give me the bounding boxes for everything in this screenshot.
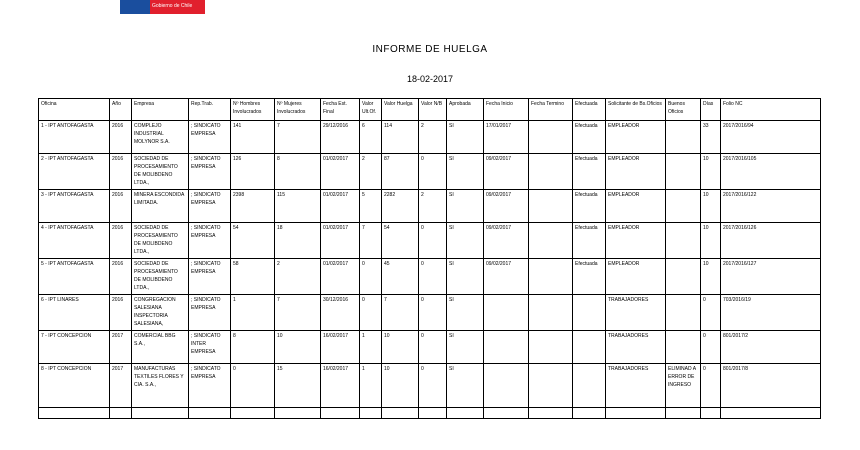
column-header: Folio NC — [721, 99, 821, 121]
table-cell: 6 - IPT LINARES — [39, 295, 110, 331]
table-cell: 0 — [701, 364, 721, 408]
table-cell: 2017/2016/122 — [721, 190, 821, 223]
table-cell-empty — [231, 408, 275, 419]
table-cell: 5 — [360, 190, 382, 223]
table-cell — [666, 190, 701, 223]
table-cell: 10 — [382, 331, 419, 364]
table-cell — [529, 295, 573, 331]
table-cell: 09/02/2017 — [484, 154, 529, 190]
column-header: Efectuada — [573, 99, 606, 121]
strike-report-table — [38, 98, 821, 419]
table-row — [39, 259, 821, 295]
table-cell: ; SINDICATO EMPRESA — [189, 154, 231, 190]
table-cell — [484, 331, 529, 364]
table-cell-empty — [321, 408, 360, 419]
column-header: Días — [701, 99, 721, 121]
column-header: Solicitante de Bs.Oficios — [606, 99, 666, 121]
table-cell — [666, 295, 701, 331]
table-cell: 2 — [419, 190, 447, 223]
table-cell — [573, 364, 606, 408]
table-header-row — [39, 99, 821, 121]
report-date: 18-02-2017 — [406, 74, 454, 84]
table-cell: 54 — [382, 223, 419, 259]
table-row — [39, 190, 821, 223]
table-cell: 30/12/2016 — [321, 295, 360, 331]
table-cell: SI — [447, 259, 484, 295]
table-cell: COMERCIAL BBG S.A., — [132, 331, 189, 364]
table-cell: 2 — [419, 121, 447, 154]
table-cell: 6 — [360, 121, 382, 154]
table-cell: 1 — [231, 295, 275, 331]
table-cell: TRABAJADORES — [606, 364, 666, 408]
table-cell: 2017/2016/105 — [721, 154, 821, 190]
table-cell: 7 — [382, 295, 419, 331]
table-cell: 1 - IPT ANTOFAGASTA — [39, 121, 110, 154]
table-cell: 2016 — [110, 295, 132, 331]
table-cell: TRABAJADORES — [606, 331, 666, 364]
table-cell: SI — [447, 121, 484, 154]
column-header: Fecha Inicio — [484, 99, 529, 121]
column-header: Fecha Termino — [529, 99, 573, 121]
column-header: Valor Huelga — [382, 99, 419, 121]
table-cell — [666, 259, 701, 295]
table-cell: EMPLEADOR — [606, 190, 666, 223]
table-cell: ; SINDICATO EMPRESA — [189, 121, 231, 154]
table-cell: SI — [447, 364, 484, 408]
table-cell — [529, 364, 573, 408]
table-cell: Efectuada — [573, 259, 606, 295]
table-cell: COMPLEJO INDUSTRIAL MOLYNOR S.A. — [132, 121, 189, 154]
table-cell: 01/02/2017 — [321, 190, 360, 223]
table-cell: ; SINDICATO EMPRESA — [189, 190, 231, 223]
table-cell: 10 — [701, 154, 721, 190]
table-cell: 115 — [275, 190, 321, 223]
table-cell: 16/02/2017 — [321, 331, 360, 364]
table-cell: Efectuada — [573, 121, 606, 154]
table-cell: 141 — [231, 121, 275, 154]
table-cell: EMPLEADOR — [606, 259, 666, 295]
table-cell: 0 — [419, 259, 447, 295]
table-cell: 01/02/2017 — [321, 223, 360, 259]
table-cell: SI — [447, 295, 484, 331]
table-cell-empty — [275, 408, 321, 419]
table-cell: 09/02/2017 — [484, 223, 529, 259]
table-cell: 17/01/2017 — [484, 121, 529, 154]
table-cell-empty — [529, 408, 573, 419]
table-cell: 0 — [231, 364, 275, 408]
table-cell: EMPLEADOR — [606, 223, 666, 259]
table-cell: MINERA ESCONDIDA LIMITADA. — [132, 190, 189, 223]
table-cell: 18 — [275, 223, 321, 259]
table-cell: 1 — [360, 364, 382, 408]
table-row — [39, 295, 821, 331]
table-cell: SOCIEDAD DE PROCESAMIENTO DE MOLIBDENO LTDA., — [132, 154, 189, 190]
table-cell — [573, 295, 606, 331]
table-cell-empty — [666, 408, 701, 419]
table-cell-empty — [419, 408, 447, 419]
table-cell: 0 — [419, 364, 447, 408]
table-cell: 33 — [701, 121, 721, 154]
table-cell: 2 — [360, 154, 382, 190]
table-cell: 3 - IPT ANTOFAGASTA — [39, 190, 110, 223]
table-cell-empty — [721, 408, 821, 419]
table-row-partial — [39, 408, 821, 419]
table-cell: 01/02/2017 — [321, 259, 360, 295]
table-cell: 09/02/2017 — [484, 190, 529, 223]
column-header: Nº Hombres Involucrados — [231, 99, 275, 121]
table-cell: SOCIEDAD DE PROCESAMIENTO DE MOLIBDENO LTDA., — [132, 223, 189, 259]
column-header: Nº Mujeres Involucrados — [275, 99, 321, 121]
table-cell: 2282 — [382, 190, 419, 223]
table-cell: MANUFACTURAS TEXTILES FLORES Y CIA. S.A., — [132, 364, 189, 408]
table-cell: 54 — [231, 223, 275, 259]
table-cell — [529, 223, 573, 259]
table-cell: 5 - IPT ANTOFAGASTA — [39, 259, 110, 295]
table-cell: SI — [447, 223, 484, 259]
table-cell: SI — [447, 154, 484, 190]
table-cell: 2 - IPT ANTOFAGASTA — [39, 154, 110, 190]
table-cell: Efectuada — [573, 190, 606, 223]
table-row — [39, 364, 821, 408]
table-cell: 87 — [382, 154, 419, 190]
table-cell: 2016 — [110, 121, 132, 154]
table-cell — [666, 223, 701, 259]
table-cell: 01/02/2017 — [321, 154, 360, 190]
table-cell: 0 — [701, 331, 721, 364]
table-cell-empty — [189, 408, 231, 419]
table-cell: 7 - IPT CONCEPCION — [39, 331, 110, 364]
table-cell: 09/02/2017 — [484, 259, 529, 295]
table-cell: 10 — [701, 259, 721, 295]
table-cell: 10 — [701, 190, 721, 223]
table-cell: 0 — [701, 295, 721, 331]
table-cell: 45 — [382, 259, 419, 295]
table-cell: 2017 — [110, 364, 132, 408]
table-cell: 0 — [360, 295, 382, 331]
table-cell: ; SINDICATO EMPRESA — [189, 259, 231, 295]
table-cell: 2017/2016/127 — [721, 259, 821, 295]
report-title: INFORME DE HUELGA — [372, 44, 488, 55]
column-header: Oficina — [39, 99, 110, 121]
table-cell — [529, 331, 573, 364]
table-cell: 2016 — [110, 259, 132, 295]
table-cell: 7 — [360, 223, 382, 259]
table-cell-empty — [132, 408, 189, 419]
table-cell: 1 — [360, 331, 382, 364]
table-cell — [484, 364, 529, 408]
table-cell — [529, 121, 573, 154]
table-cell: 58 — [231, 259, 275, 295]
table-cell: 16/02/2017 — [321, 364, 360, 408]
table-cell: 2017/2016/94 — [721, 121, 821, 154]
table-cell — [666, 331, 701, 364]
table-cell: 2017 — [110, 331, 132, 364]
table-cell: 7 — [275, 121, 321, 154]
table-cell: EMPLEADOR — [606, 154, 666, 190]
table-cell: EMPLEADOR — [606, 121, 666, 154]
table-cell — [666, 121, 701, 154]
table-cell: 8 - IPT CONCEPCION — [39, 364, 110, 408]
table-cell: TRABAJADORES — [606, 295, 666, 331]
gobierno-logo — [120, 0, 205, 14]
table-cell-empty — [701, 408, 721, 419]
table-cell-empty — [573, 408, 606, 419]
column-header: Empresa — [132, 99, 189, 121]
table-cell-empty — [110, 408, 132, 419]
table-cell: ; SINDICATO EMPRESA — [189, 295, 231, 331]
table-cell — [484, 295, 529, 331]
table-cell: SOCIEDAD DE PROCESAMIENTO DE MOLIBDENO LTDA., — [132, 259, 189, 295]
table-cell: 0 — [360, 259, 382, 295]
table-cell-empty — [382, 408, 419, 419]
table-cell: 29/12/2016 — [321, 121, 360, 154]
column-header: Aprobada — [447, 99, 484, 121]
table-cell — [529, 259, 573, 295]
column-header: Valor Ult.Of. — [360, 99, 382, 121]
table-cell: 2016 — [110, 223, 132, 259]
table-cell — [573, 331, 606, 364]
column-header: Rep.Trab. — [189, 99, 231, 121]
table-cell-empty — [39, 408, 110, 419]
table-cell: 801/2017/8 — [721, 364, 821, 408]
table-cell: ; SINDICATO EMPRESA — [189, 364, 231, 408]
table-cell: 0 — [419, 295, 447, 331]
table-cell: SI — [447, 190, 484, 223]
table-cell — [666, 154, 701, 190]
table-cell: 0 — [419, 223, 447, 259]
table-cell: ; SINDICATO INTER EMPRESA — [189, 331, 231, 364]
table-cell: Efectuada — [573, 223, 606, 259]
table-cell: 2017/2016/126 — [721, 223, 821, 259]
table-cell: 10 — [701, 223, 721, 259]
table-cell: Efectuada — [573, 154, 606, 190]
table-cell: ; SINDICATO EMPRESA — [189, 223, 231, 259]
table-cell: 703/2016/19 — [721, 295, 821, 331]
table-cell: 4 - IPT ANTOFAGASTA — [39, 223, 110, 259]
table-cell: CONGREGACION SALESIANA INSPECTORIA SALESIANA, — [132, 295, 189, 331]
table-cell: 801/2017/2 — [721, 331, 821, 364]
table-cell: SI — [447, 331, 484, 364]
table-cell: 2 — [275, 259, 321, 295]
table-cell-empty — [447, 408, 484, 419]
table-cell: 15 — [275, 364, 321, 408]
column-header: Fecha Est. Final — [321, 99, 360, 121]
table-cell — [529, 154, 573, 190]
column-header: Valor N/B — [419, 99, 447, 121]
table-row — [39, 121, 821, 154]
table-cell — [529, 190, 573, 223]
table-cell: 114 — [382, 121, 419, 154]
table-cell-empty — [484, 408, 529, 419]
logo-text: Gobierno de Chile — [152, 3, 193, 9]
table-cell: 0 — [419, 154, 447, 190]
table-cell-empty — [606, 408, 666, 419]
table-cell: 2398 — [231, 190, 275, 223]
table-cell: 10 — [382, 364, 419, 408]
table-cell: 8 — [231, 331, 275, 364]
table-cell: 2016 — [110, 154, 132, 190]
table-cell: ELIMINAD A ERROR DE INGRESO — [666, 364, 701, 408]
table-cell: 8 — [275, 154, 321, 190]
table-row — [39, 331, 821, 364]
table-cell: 0 — [419, 331, 447, 364]
table-row — [39, 154, 821, 190]
table-cell-empty — [360, 408, 382, 419]
column-header: Buenos Oficios — [666, 99, 701, 121]
column-header: Año — [110, 99, 132, 121]
table-cell: 10 — [275, 331, 321, 364]
table-cell: 2016 — [110, 190, 132, 223]
table-cell: 126 — [231, 154, 275, 190]
table-row — [39, 223, 821, 259]
table-cell: 7 — [275, 295, 321, 331]
